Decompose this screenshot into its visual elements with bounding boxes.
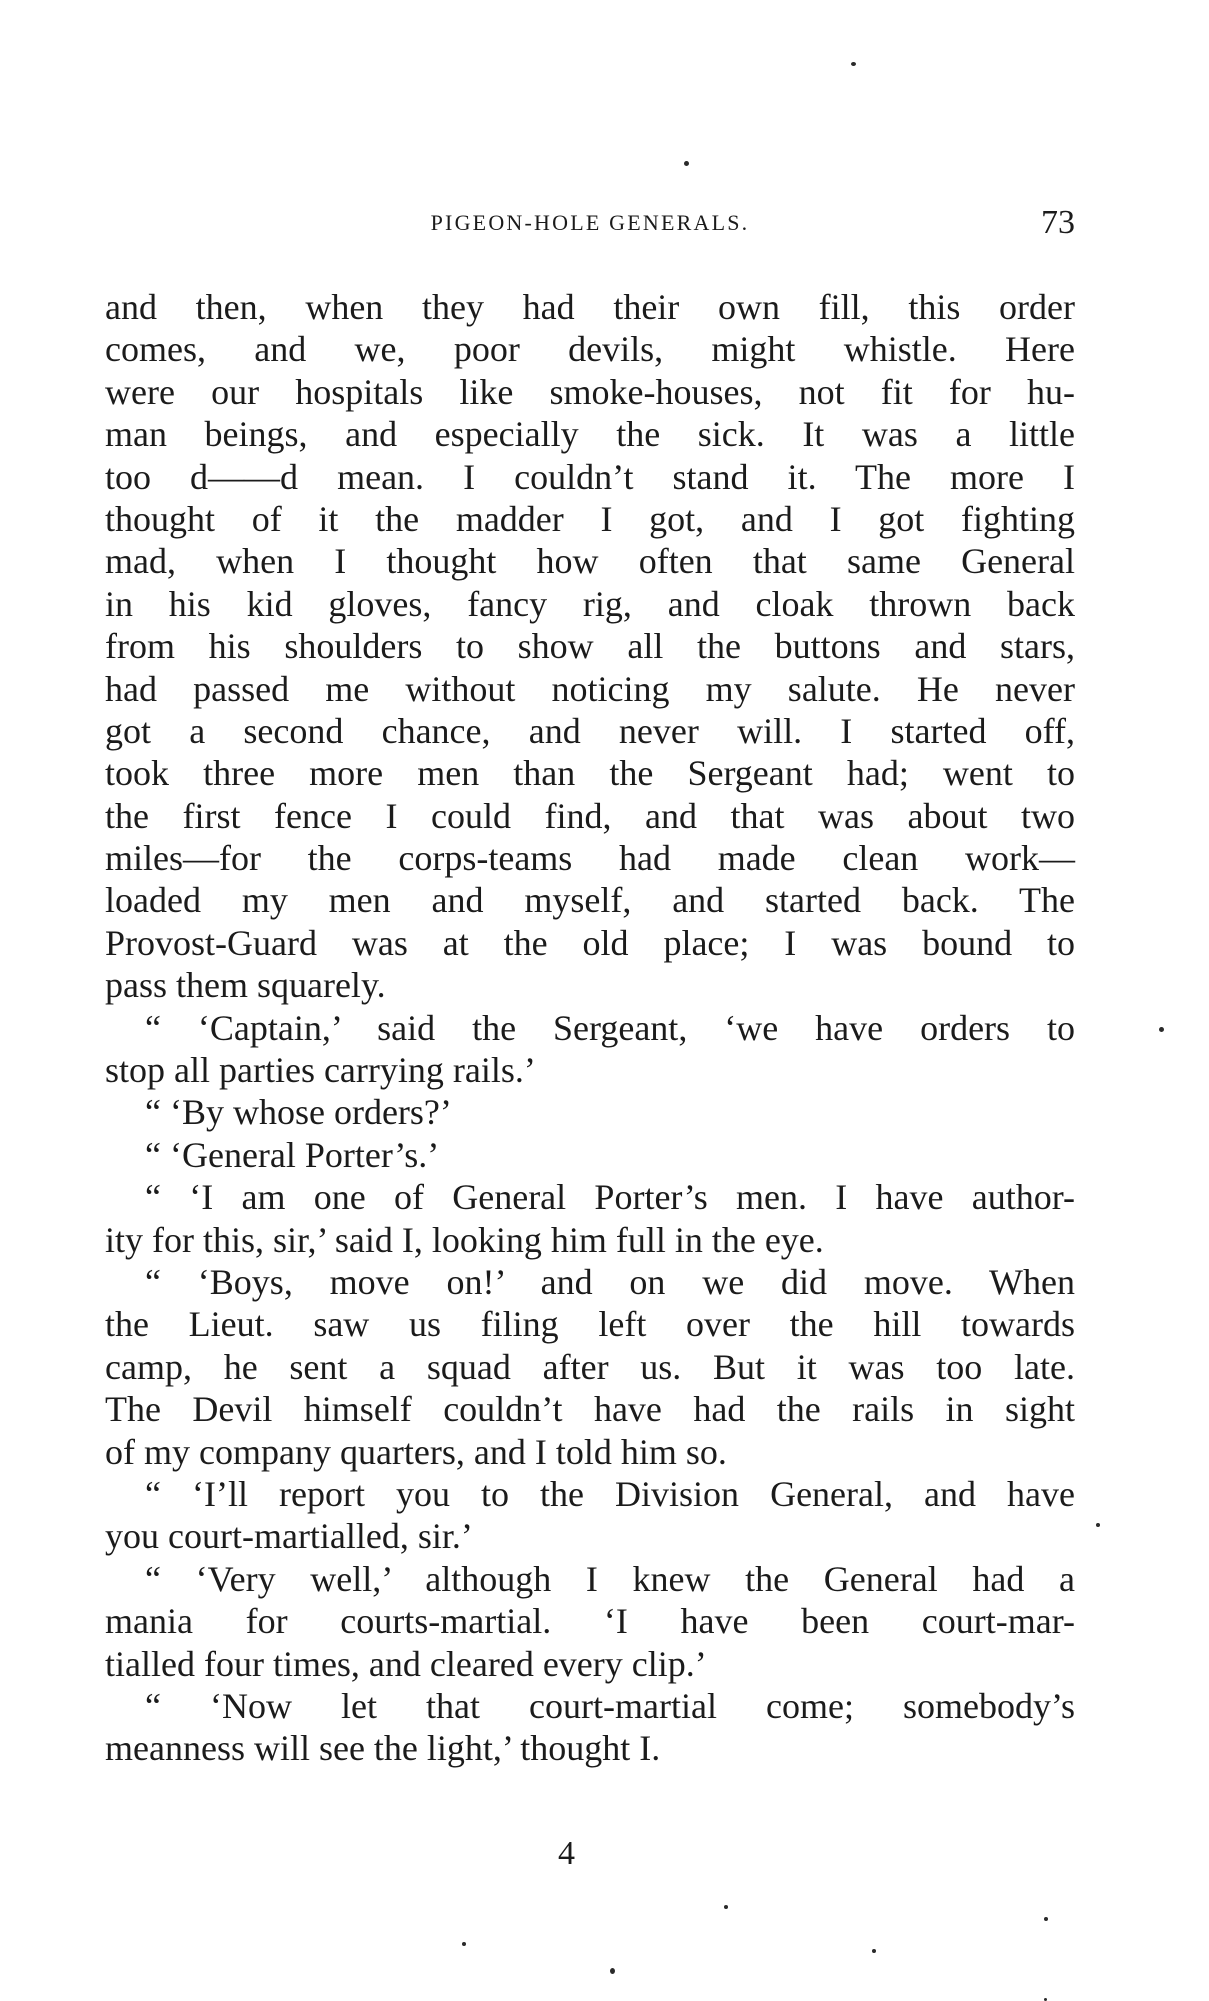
text-line: “ ‘Boys, move on!’ and on we did move. When [145,1261,1075,1302]
text-line: The Devil himself couldn’t have had the rails in sight [105,1389,1075,1430]
scan-speck [1044,1917,1048,1921]
text-line: took three more men than the Sergeant had; went to [105,753,1075,794]
text-line: thought of it the madder I got, and I got fighting [105,498,1075,539]
text-line: comes, and we, poor devils, might whistle. Here [105,329,1075,370]
text-line: and then, when they had their own fill, this order [105,287,1075,327]
scan-speck [724,1905,728,1909]
text-line: mad, when I thought how often that same General [105,541,1075,582]
text-line: man beings, and especially the sick. It was a little [105,414,1075,455]
scan-speck [851,62,856,66]
running-head [105,204,1075,248]
text-line: “ ‘I am one of General Porter’s men. I have author- [145,1177,1075,1218]
text-line: too d——d mean. I couldn’t stand it. The more I [105,456,1075,497]
scan-speck [462,1942,466,1946]
scan-speck [1096,1523,1100,1527]
page-number: 73 [1041,204,1075,241]
text-line: “ ‘General Porter’s.’ [145,1134,440,1175]
text-line: camp, he sent a squad after us. But it was too late. [105,1346,1075,1387]
text-line: the Lieut. saw us filing left over the hill towards [105,1304,1075,1345]
text-line: “ ‘Captain,’ said the Sergeant, ‘we have orders to [145,1007,1075,1048]
text-line: stop all parties carrying rails.’ [105,1050,536,1091]
text-line: were our hospitals like smoke-houses, not fit for hu- [105,371,1075,412]
text-line: miles—for the corps-teams had made clean work— [105,838,1075,879]
text-line: got a second chance, and never will. I started off, [105,710,1075,751]
text-line: from his shoulders to show all the buttons and stars, [105,626,1075,667]
signature-mark: 4 [558,1835,575,1872]
text-line: tialled four times, and cleared every clip.’ [105,1643,707,1684]
scan-speck [610,1968,615,1974]
text-line: “ ‘I’ll report you to the Division General, and have [145,1473,1075,1514]
text-line: loaded my men and myself, and started back. The [105,880,1075,921]
scan-speck [684,161,689,166]
text-line: had passed me without noticing my salute. He never [105,668,1075,709]
body-text [105,286,1075,1770]
text-line: “ ‘Very well,’ although I knew the General had a [145,1558,1075,1599]
text-line: of my company quarters, and I told him so. [105,1431,727,1472]
text-line: pass them squarely. [105,965,386,1006]
text-line: mania for courts-martial. ‘I have been court-mar- [105,1601,1075,1642]
text-line: “ ‘By whose orders?’ [145,1092,452,1133]
text-line: the first fence I could find, and that was about two [105,795,1075,836]
text-line: “ ‘Now let that court-martial come; somebody’s [145,1685,1075,1726]
text-line: you court-martialled, sir.’ [105,1516,473,1557]
text-line: in his kid gloves, fancy rig, and cloak thrown back [105,583,1075,624]
text-line: Provost-Guard was at the old place; I was bound to [105,922,1075,963]
scan-speck [872,1949,876,1953]
text-line: meanness will see the light,’ thought I. [105,1728,661,1769]
text-line: ity for this, sir,’ said I, looking him full in the eye. [105,1219,824,1260]
scan-speck [1159,1027,1164,1032]
running-title: PIGEON-HOLE GENERALS. [430,210,750,235]
